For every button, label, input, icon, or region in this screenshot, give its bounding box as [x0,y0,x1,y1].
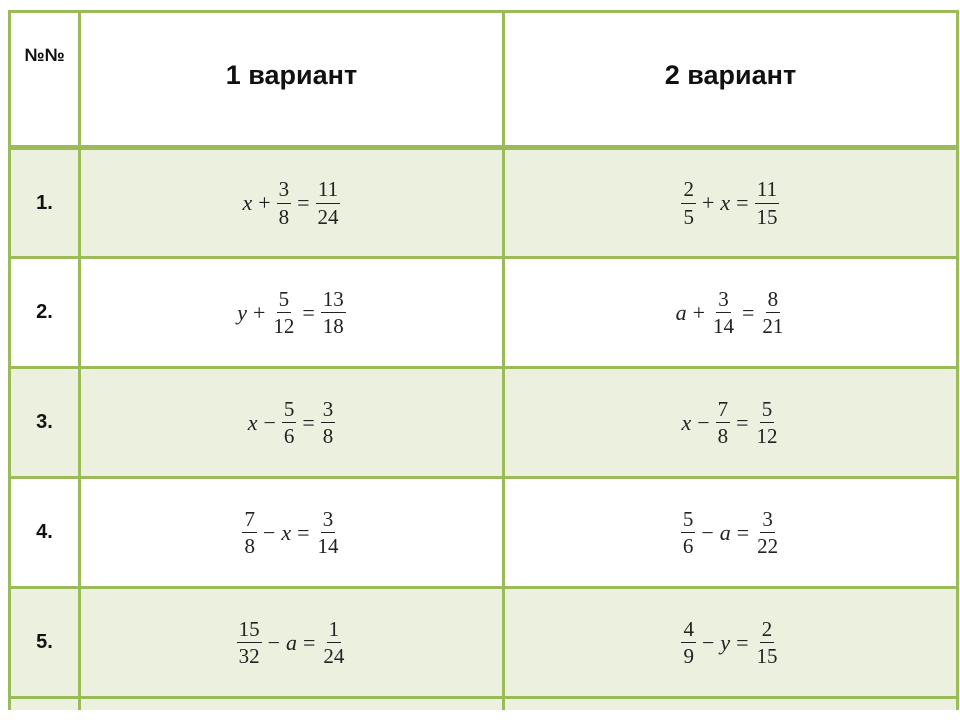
equation-variable: x [681,409,692,435]
fraction [321,618,346,667]
equation [681,618,779,667]
equation-operator: + [692,299,705,325]
row-number: 2. [10,258,80,368]
variant-1-equation-cell [80,148,504,258]
equation-variable: a [719,519,731,545]
equation-operator: = [302,409,315,435]
table-row [10,478,958,588]
table-row-partial [10,698,958,710]
table-row [10,258,958,368]
fraction [755,618,780,667]
fraction [716,398,731,447]
fraction-numerator: 11 [316,178,340,203]
equation-variable: x [720,190,731,215]
equation-operator: + [252,299,266,325]
equation-operator: + [258,190,271,215]
equation-variable: x [281,519,292,545]
fraction-numerator: 3 [321,398,336,423]
header-variant-1: 1 вариант [80,12,504,148]
empty-cell [10,698,80,710]
row-number: 5. [10,588,80,698]
equation-operator: = [736,519,750,545]
fraction [755,398,780,447]
fraction-denominator: 6 [682,534,694,558]
fraction [321,288,346,337]
fraction-denominator: 22 [757,534,779,558]
fraction-denominator: 12 [273,314,295,338]
equation [681,398,779,447]
fraction-numerator: 2 [760,618,775,643]
fraction [760,288,785,337]
equation-operator: + [701,190,715,215]
fraction-denominator: 12 [756,424,778,448]
equation-variable: y [237,299,247,325]
equation [237,618,347,667]
equation-operator: − [701,519,714,545]
fraction-denominator: 8 [278,204,290,229]
fraction-denominator: 21 [762,314,784,338]
fraction-denominator: 6 [283,424,295,448]
fraction-denominator: 24 [323,644,345,668]
fraction-numerator: 5 [277,288,292,313]
equation-operator: − [267,629,280,655]
table-row [10,368,958,478]
equation-variable: x [247,409,258,435]
equation [248,398,336,447]
header-number: №№ [10,12,80,148]
fraction-numerator: 5 [282,398,297,423]
equation-variable: x [242,190,253,215]
fraction-numerator: 3 [321,508,336,533]
fraction [316,508,341,557]
fraction [237,618,262,667]
table-row [10,148,958,258]
fraction-denominator: 8 [244,534,255,558]
fraction-numerator: 15 [237,618,262,643]
equation-variable: y [720,629,731,655]
fraction-numerator: 1 [327,618,342,643]
equation [237,288,346,337]
fraction-numerator: 2 [681,178,696,203]
fraction-numerator: 7 [242,508,257,533]
equation [681,178,779,227]
fraction-denominator: 15 [756,644,778,668]
fraction-numerator: 3 [716,288,731,313]
equations-table [8,10,959,710]
variant-1-equation-cell [80,478,504,588]
fraction [755,508,780,557]
fraction-numerator: 11 [755,178,779,203]
equation-operator: = [303,629,316,655]
row-number: 4. [10,478,80,588]
equation [242,508,340,557]
equation [681,508,780,557]
fraction-denominator: 18 [322,314,344,338]
fraction [681,508,696,557]
fraction-numerator: 4 [681,618,696,643]
fraction [681,618,696,667]
fraction [277,178,292,227]
equation-operator: = [736,190,749,215]
fraction-numerator: 5 [681,508,696,533]
fraction [755,178,780,227]
variant-1-equation-cell [80,588,504,698]
fraction-denominator: 15 [756,204,778,229]
equation-operator: = [297,519,310,545]
fraction-numerator: 7 [716,398,731,423]
equation-operator: = [742,299,755,325]
equation [676,288,786,337]
fraction-denominator: 8 [322,424,334,448]
variant-2-equation-cell [504,588,958,698]
fraction [316,178,341,227]
equation-operator: − [263,409,276,435]
fraction-numerator: 13 [321,288,346,313]
row-number: 1. [10,148,80,258]
empty-cell [504,698,958,710]
equation-variable: a [675,299,687,325]
table-body [10,148,958,710]
fraction-denominator: 32 [238,644,260,668]
fraction-denominator: 14 [713,314,734,338]
variant-2-equation-cell [504,148,958,258]
fraction-denominator: 14 [317,534,339,558]
row-number: 3. [10,368,80,478]
fraction-numerator: 3 [277,178,292,203]
fraction-numerator: 5 [760,398,775,423]
fraction [271,288,296,337]
empty-cell [80,698,504,710]
equation-operator: = [297,190,310,215]
fraction-denominator: 9 [683,644,694,668]
variant-2-equation-cell [504,478,958,588]
header-variant-2: 2 вариант [504,12,958,148]
fraction [681,178,696,227]
equation-operator: = [302,299,315,325]
fraction [321,398,336,447]
variant-1-equation-cell [80,258,504,368]
variant-2-equation-cell [504,368,958,478]
equation [242,178,340,227]
equation-operator: = [736,409,749,435]
equation-operator: − [701,629,715,655]
variant-1-equation-cell [80,368,504,478]
equation-operator: − [262,519,276,545]
equation-variable: a [286,629,297,655]
variant-2-equation-cell [504,258,958,368]
fraction-numerator: 8 [766,288,781,313]
fraction-denominator: 8 [717,424,729,448]
fraction [711,288,736,337]
table-row [10,588,958,698]
equation-operator: = [736,629,749,655]
fraction [282,398,297,447]
fraction [242,508,257,557]
fraction-numerator: 3 [760,508,775,533]
equations-sheet [8,10,958,718]
table-header-row [10,12,958,148]
equation-operator: − [697,409,710,435]
fraction-denominator: 5 [683,204,694,229]
fraction-denominator: 24 [317,204,339,229]
